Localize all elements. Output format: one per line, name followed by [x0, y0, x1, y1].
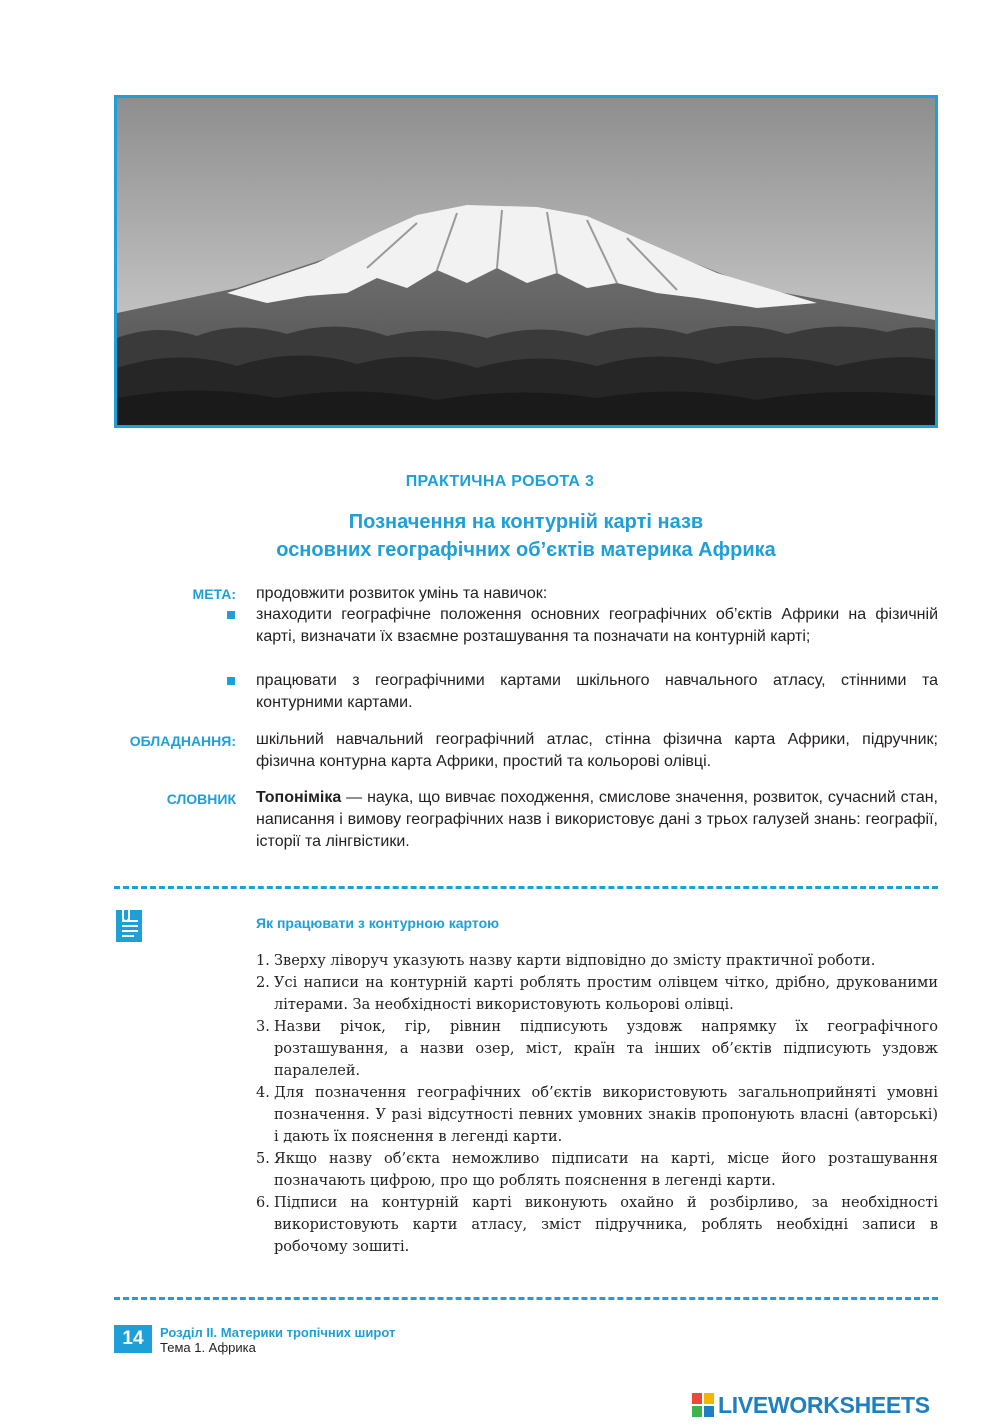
dictionary-entry: [256, 787, 938, 853]
step-number: 4.: [256, 1085, 270, 1101]
step-number: 2.: [256, 975, 270, 991]
goal-intro: продовжити розвиток умінь та навичок:: [256, 585, 548, 602]
list-item: [256, 1148, 938, 1192]
step-text: Усі написи на контурній карті роблять простим олівцем чітко, дрібно, друкованими літерами. За необхідності використовують кольорові олівці.: [274, 975, 938, 1013]
goal-label: МЕТА:: [192, 586, 236, 602]
watermark-text: LIVEWORKSHEETS: [718, 1391, 930, 1418]
title-line-1: Позначення на контурній карті назв: [348, 511, 704, 533]
notebook-clip-icon: [114, 906, 144, 942]
step-text: Зверху ліворуч указують назву карти відповідно до змісту практичної роботи.: [274, 953, 876, 969]
footer-section: Розділ ІІ. Материки тропічних широт: [160, 1325, 396, 1340]
dictionary-label: СЛОВНИК: [166, 791, 236, 807]
equipment-label: ОБЛАДНАННЯ:: [129, 733, 236, 749]
howto-heading: Як працювати з контурною картою: [256, 915, 500, 931]
header-photo: [114, 95, 938, 428]
goal-item-1: знаходити географічне положення основних географічних об’єктів Африки на фізичній карті, визначати їх взаємне розташування та позначати на контурній карті;: [256, 606, 938, 645]
step-text: Назви річок, гір, рівнин підписують уздовж напрямку їх географічного розташування, а назви озер, міст, країн та інших об’єктів підписують уздовж паралелей.: [274, 1019, 938, 1079]
dictionary-term: Топоніміка: [256, 789, 342, 806]
list-item: [256, 950, 938, 972]
divider-bottom: [114, 1297, 938, 1300]
equipment-text: шкільний навчальний географічний атлас, стінна фізична карта Африки, підручник; фізична контурна карта Африки, простий та кольорові олівці.: [256, 731, 938, 770]
step-number: 1.: [256, 953, 270, 969]
list-item: [256, 1192, 938, 1258]
page-title: [0, 508, 1000, 564]
logo-cube-icon: [692, 1393, 714, 1417]
list-item: [256, 1082, 938, 1148]
list-item: [256, 1016, 938, 1082]
goal-item-2: працювати з географічними картами шкільного навчального атласу, стінними та контурними картами.: [256, 672, 938, 711]
howto-steps-list: [256, 950, 938, 1258]
bullet-icon: [227, 677, 235, 685]
title-line-2: основних географічних об’єктів материка Африка: [276, 539, 776, 561]
step-text: Якщо назву об’єкта неможливо підписати на карті, місце його розташування позначають цифрою, про що роблять пояснення в легенді карти.: [274, 1151, 938, 1189]
divider-top: [114, 886, 938, 889]
footer-topic: Тема 1. Африка: [160, 1340, 256, 1355]
list-item: [256, 972, 938, 1016]
page-number: 14: [114, 1325, 152, 1353]
step-number: 5.: [256, 1151, 270, 1167]
liveworksheets-logo: [692, 1392, 930, 1418]
step-number: 3.: [256, 1019, 270, 1035]
bullet-icon: [227, 611, 235, 619]
step-number: 6.: [256, 1195, 270, 1211]
mountain-illustration: [117, 98, 935, 425]
dictionary-definition: — наука, що вивчає походження, смислове значення, розвиток, сучасний стан, написання і вимову географічних назв і використовує дані з трьох галузей знань: географії, історії та лінгвістики.: [256, 789, 938, 850]
practical-work-label: ПРАКТИЧНА РОБОТА 3: [405, 473, 595, 490]
step-text: Підписи на контурній карті виконують охайно й розбірливо, за необхідності використовують карти атласу, зміст підручника, роблять необхідні записи в робочому зошиті.: [274, 1195, 938, 1255]
step-text: Для позначення географічних об’єктів використовують загальноприйняті умовні позначення. У разі відсутності певних умовних знаків пропонують власні (авторські) і дають їх пояснення в легенді карти.: [274, 1085, 938, 1145]
